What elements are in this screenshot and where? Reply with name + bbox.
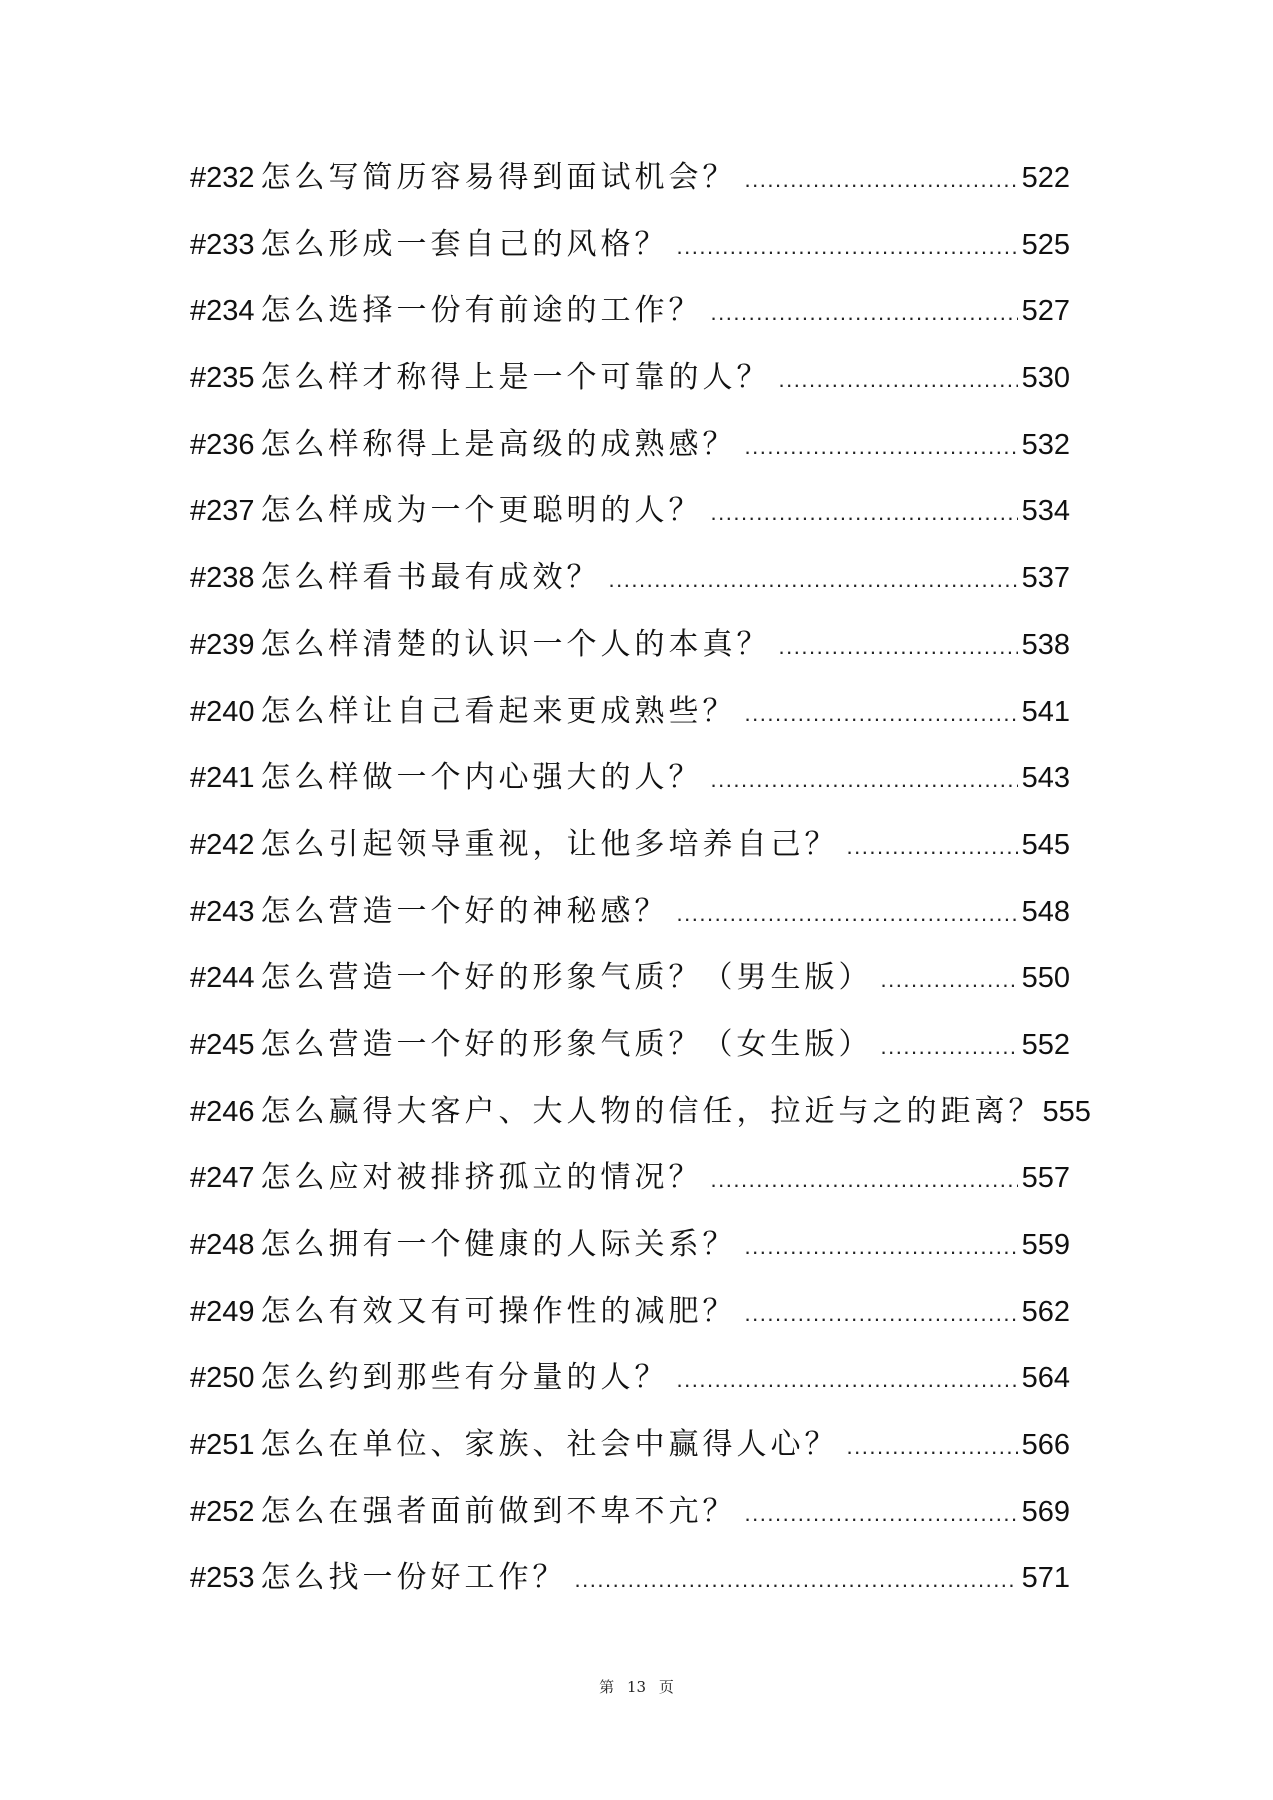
footer-prefix: 第 bbox=[599, 1678, 615, 1696]
entry-number: #235 bbox=[190, 362, 255, 395]
dot-leader bbox=[745, 1227, 1018, 1267]
entry-title: 怎么选择一份有前途的工作？ bbox=[260, 293, 703, 329]
toc-entry[interactable] bbox=[190, 425, 1070, 492]
footer-suffix: 页 bbox=[658, 1678, 674, 1696]
entry-page-number: 532 bbox=[1021, 428, 1070, 461]
entry-title: 怎么样让自己看起来更成熟些？ bbox=[260, 693, 737, 729]
entry-number: #233 bbox=[190, 228, 255, 261]
entry-page-number: 527 bbox=[1021, 295, 1070, 328]
toc-entry[interactable] bbox=[190, 158, 1070, 225]
dot-leader bbox=[711, 760, 1018, 800]
entry-title: 怎么样清楚的认识一个人的本真？ bbox=[260, 626, 771, 662]
entry-number: #248 bbox=[190, 1229, 255, 1261]
toc-entry[interactable] bbox=[190, 892, 1070, 959]
entry-title: 怎么写简历容易得到面试机会？ bbox=[260, 160, 737, 195]
entry-number: #250 bbox=[190, 1362, 255, 1395]
dot-leader bbox=[677, 1360, 1018, 1400]
dot-leader bbox=[847, 1427, 1018, 1467]
entry-number: #241 bbox=[190, 762, 255, 795]
toc-entry[interactable] bbox=[190, 558, 1070, 625]
entry-number: #242 bbox=[190, 828, 255, 861]
footer-page-number: 13 bbox=[626, 1678, 647, 1696]
dot-leader bbox=[711, 293, 1018, 333]
entry-title: 怎么赢得大客户、大人物的信任，拉近与之的距离？ bbox=[260, 1093, 1043, 1129]
entry-page-number: 566 bbox=[1021, 1429, 1070, 1462]
dot-leader bbox=[575, 1560, 1018, 1600]
entry-page-number: 550 bbox=[1021, 962, 1070, 995]
toc-entry[interactable] bbox=[190, 1225, 1070, 1292]
entry-title: 怎么找一份好工作？ bbox=[260, 1560, 567, 1596]
entry-title: 怎么应对被排挤孤立的情况？ bbox=[260, 1160, 703, 1196]
entry-title: 怎么样称得上是高级的成熟感？ bbox=[260, 426, 737, 462]
entry-number: #247 bbox=[190, 1162, 255, 1195]
toc-entry[interactable] bbox=[190, 958, 1070, 1025]
entry-title: 怎么营造一个好的形象气质？（女生版） bbox=[260, 1026, 873, 1062]
entry-page-number: 569 bbox=[1021, 1495, 1070, 1528]
entry-number: #232 bbox=[190, 162, 255, 194]
dot-leader bbox=[881, 960, 1018, 1000]
toc-entry[interactable] bbox=[190, 825, 1070, 892]
entry-page-number: 564 bbox=[1021, 1362, 1070, 1395]
dot-leader bbox=[745, 1494, 1018, 1534]
entry-number: #240 bbox=[190, 695, 255, 728]
dot-leader bbox=[711, 493, 1018, 533]
toc-entry[interactable] bbox=[190, 758, 1070, 825]
dot-leader bbox=[677, 894, 1018, 934]
entry-title: 怎么样才称得上是一个可靠的人？ bbox=[260, 360, 771, 396]
entry-title: 怎么在单位、家族、社会中赢得人心？ bbox=[260, 1427, 839, 1463]
toc-entry[interactable] bbox=[190, 1292, 1070, 1359]
entry-title: 怎么营造一个好的神秘感？ bbox=[260, 893, 669, 929]
entry-page-number: 530 bbox=[1021, 362, 1070, 395]
dot-leader bbox=[745, 1294, 1018, 1334]
table-of-contents bbox=[190, 158, 1091, 1625]
entry-title: 怎么样成为一个更聪明的人？ bbox=[260, 493, 703, 529]
entry-title: 怎么营造一个好的形象气质？（男生版） bbox=[260, 960, 873, 996]
entry-number: #234 bbox=[190, 295, 255, 328]
dot-leader bbox=[779, 627, 1018, 667]
toc-entry[interactable] bbox=[190, 625, 1070, 692]
dot-leader bbox=[745, 427, 1018, 467]
toc-entry[interactable] bbox=[190, 291, 1070, 358]
entry-title: 怎么约到那些有分量的人？ bbox=[260, 1360, 669, 1396]
entry-number: #249 bbox=[190, 1295, 255, 1328]
dot-leader bbox=[745, 160, 1018, 200]
entry-number: #236 bbox=[190, 428, 255, 461]
entry-page-number: 552 bbox=[1021, 1028, 1070, 1061]
entry-number: #244 bbox=[190, 962, 255, 995]
dot-leader bbox=[711, 1160, 1018, 1200]
entry-page-number: 555 bbox=[1042, 1095, 1091, 1128]
dot-leader bbox=[745, 694, 1018, 734]
entry-number: #237 bbox=[190, 495, 255, 528]
entry-page-number: 525 bbox=[1021, 228, 1070, 261]
entry-number: #251 bbox=[190, 1429, 255, 1462]
entry-page-number: 537 bbox=[1021, 562, 1070, 595]
entry-page-number: 557 bbox=[1021, 1162, 1070, 1195]
entry-title: 怎么样做一个内心强大的人？ bbox=[260, 760, 703, 796]
toc-entry[interactable] bbox=[190, 1558, 1070, 1625]
entry-number: #239 bbox=[190, 628, 255, 661]
entry-title: 怎么引起领导重视，让他多培养自己？ bbox=[260, 826, 839, 862]
entry-page-number: 538 bbox=[1021, 628, 1070, 661]
toc-entry[interactable] bbox=[190, 491, 1070, 558]
entry-page-number: 545 bbox=[1021, 828, 1070, 861]
dot-leader bbox=[881, 1027, 1018, 1067]
dot-leader bbox=[609, 560, 1018, 600]
entry-number: #238 bbox=[190, 562, 255, 595]
toc-entry[interactable] bbox=[190, 1358, 1070, 1425]
entry-number: #246 bbox=[190, 1095, 255, 1128]
toc-entry[interactable] bbox=[190, 1425, 1070, 1492]
toc-entry[interactable] bbox=[190, 1092, 1091, 1159]
entry-number: #252 bbox=[190, 1495, 255, 1528]
dot-leader bbox=[779, 360, 1018, 400]
toc-entry[interactable] bbox=[190, 358, 1070, 425]
entry-page-number: 559 bbox=[1021, 1229, 1070, 1261]
entry-page-number: 522 bbox=[1021, 162, 1070, 194]
page-footer bbox=[0, 1676, 1273, 1697]
toc-entry[interactable] bbox=[190, 1025, 1070, 1092]
entry-title: 怎么有效又有可操作性的减肥？ bbox=[260, 1293, 737, 1329]
toc-entry[interactable] bbox=[190, 692, 1070, 759]
entry-title: 怎么形成一套自己的风格？ bbox=[260, 226, 669, 262]
entry-page-number: 534 bbox=[1021, 495, 1070, 528]
entry-page-number: 571 bbox=[1021, 1562, 1070, 1595]
entry-number: #253 bbox=[190, 1562, 255, 1595]
toc-entry[interactable] bbox=[190, 1492, 1070, 1559]
entry-page-number: 548 bbox=[1021, 895, 1070, 928]
dot-leader bbox=[677, 227, 1018, 267]
entry-title: 怎么拥有一个健康的人际关系？ bbox=[260, 1227, 737, 1262]
entry-number: #243 bbox=[190, 895, 255, 928]
toc-entry[interactable] bbox=[190, 225, 1070, 292]
toc-entry[interactable] bbox=[190, 1158, 1070, 1225]
entry-page-number: 562 bbox=[1021, 1295, 1070, 1328]
entry-page-number: 541 bbox=[1021, 695, 1070, 728]
entry-number: #245 bbox=[190, 1028, 255, 1061]
entry-title: 怎么在强者面前做到不卑不亢？ bbox=[260, 1493, 737, 1529]
dot-leader bbox=[847, 827, 1018, 867]
entry-page-number: 543 bbox=[1021, 762, 1070, 795]
entry-title: 怎么样看书最有成效？ bbox=[260, 560, 601, 596]
